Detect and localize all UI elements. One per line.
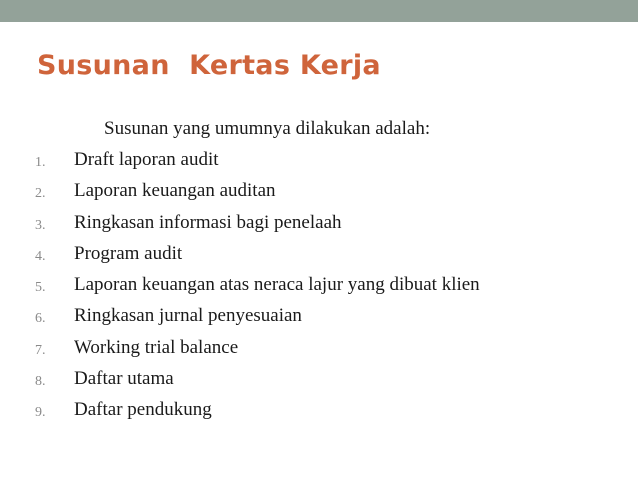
list-item-text: Laporan keuangan auditan [74, 180, 276, 202]
list-item-text: Ringkasan jurnal penyesuaian [74, 305, 302, 327]
intro-text: Susunan yang umumnya dilakukan adalah: [104, 118, 431, 139]
list-item-number: 7. [35, 342, 46, 358]
list-item-text: Daftar pendukung [74, 399, 212, 421]
list-item-number: 8. [35, 374, 46, 390]
list-item-text: Ringkasan informasi bagi penelaah [74, 211, 342, 233]
list-item-text: Working trial balance [74, 336, 239, 358]
list-item-number: 5. [35, 280, 46, 296]
list-item-number: 6. [35, 311, 46, 327]
list-item-number: 1. [35, 155, 46, 170]
slide-title: Susunan Kertas Kerja [37, 50, 381, 81]
list-item-number: 4. [35, 248, 46, 264]
top-accent-bar [0, 0, 638, 22]
list-item-text: Laporan keuangan atas neraca lajur yang dibuat klien [74, 274, 480, 296]
list-item-number: 9. [35, 405, 46, 421]
list-item-text: Daftar utama [74, 368, 174, 390]
list-item-text: Draft laporan audit [74, 149, 219, 170]
list-item-number: 3. [35, 217, 46, 233]
list-item-number: 2. [35, 186, 46, 202]
list-item-text: Program audit [74, 242, 183, 264]
